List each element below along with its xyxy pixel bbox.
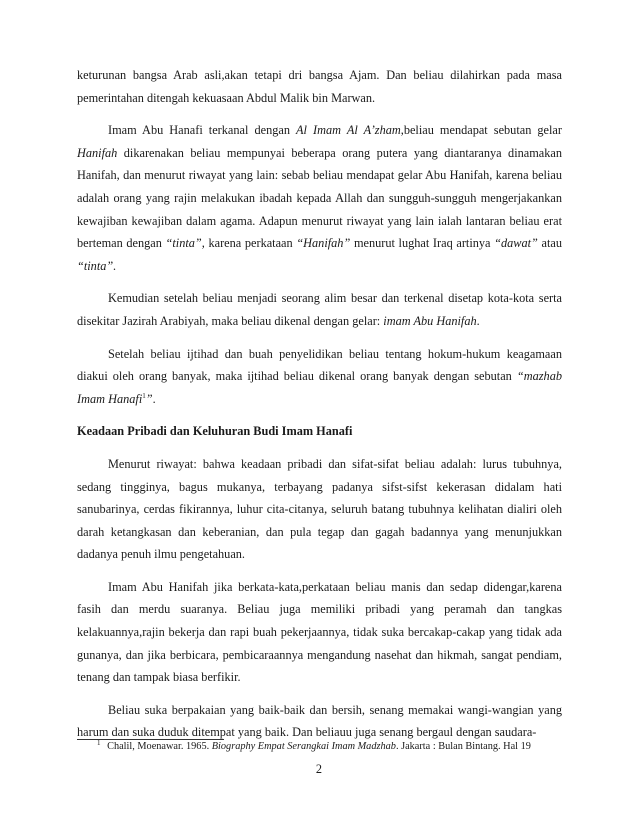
text-run: . Jakarta : Bulan Bintang. Hal 19 bbox=[395, 741, 531, 752]
italic-text: “tinta”, bbox=[165, 236, 205, 251]
text-run: karena perkataan bbox=[204, 236, 297, 251]
paragraph bbox=[77, 576, 562, 689]
text-run: . bbox=[476, 313, 480, 328]
text-run: dikarenakan beliau mempunyai beberapa orang putera yang diantaranya dinamakan Hanifah, dan menurut riwayat yang lain: sebab beliau mendapat gelar Abu Hanifah, karena beliau adalah orang yang rajin melakukan ibadah kepada Allah dan sungguh-sungguh mengerjakankan kewajiban kewajiban dalam agama. Adapun menurut riwayat yang lain ialah lantaran beliau erat berteman dengan bbox=[77, 145, 562, 251]
paragraph bbox=[77, 453, 562, 566]
footnote bbox=[97, 741, 567, 752]
footnote-ref: 1 bbox=[142, 391, 146, 400]
text-run: Keadaan Pribadi dan Keluhuran Budi Imam Hanafi bbox=[77, 424, 353, 439]
text-run: menurut lughat Iraq artinya bbox=[350, 236, 495, 251]
italic-text: ” bbox=[145, 391, 153, 406]
paragraph bbox=[77, 119, 562, 277]
italic-text: “dawat” bbox=[494, 236, 538, 251]
italic-text: imam Abu Hanifah bbox=[383, 313, 477, 328]
text-run: Beliau suka berpakaian yang baik-baik dan bersih, senang memakai wangi-wangian yang harum dan suka duduk ditempat yang baik. Dan beliauu juga senang bergaul dengan saudara- bbox=[77, 702, 562, 740]
text-run: ,beliau mendapat sebutan gelar bbox=[400, 123, 562, 138]
page-number: 2 bbox=[315, 762, 323, 776]
text-run: Setelah beliau ijtihad dan buah penyelidikan beliau tentang hokum-hukum keagamaan diakui oleh orang banyak, maka ijtihad beliau dikenal orang banyak dengan sebutan bbox=[77, 346, 562, 384]
text-run: Kemudian setelah beliau menjadi seorang alim besar dan terkenal disetap kota-kota serta disekitar Jazirah Arabiyah, maka beliau dikenal dengan gelar: bbox=[77, 291, 562, 328]
italic-text: “Hanifah” bbox=[296, 236, 351, 251]
paragraph bbox=[77, 64, 562, 109]
paragraph bbox=[77, 287, 562, 332]
paragraph bbox=[77, 699, 562, 744]
italic-text: Al Imam Al A’zham bbox=[296, 123, 401, 138]
italic-text: Biography Empat Serangkai Imam Madzhab bbox=[211, 741, 396, 752]
text-run: keturunan bangsa Arab asli,akan tetapi dri bangsa Ajam. Dan beliau dilahirkan pada masa pemerintahan ditengah kekuasaan Abdul Malik bin Marwan. bbox=[77, 68, 562, 105]
footnote-number: 1 bbox=[97, 739, 101, 747]
text-run: . bbox=[152, 391, 156, 406]
text-run: Chalil, Moenawar. 1965. bbox=[104, 741, 212, 752]
italic-text: Hanifah bbox=[77, 145, 118, 160]
text-run: atau bbox=[537, 236, 563, 251]
text-run: Imam Abu Hanafi terkanal dengan bbox=[108, 123, 297, 138]
text-run: Imam Abu Hanifah jika berkata-kata,perkataan beliau manis dan sedap didengar,karena fasih dan merdu suaranya. Beliau juga memiliki pribadi yang peramah dan tangkas kelakuannya,rajin bekerja dan rapi buah pekerjaannya, tidak suka bercakap-cakap yang tidak ada gunanya, dan jika berbicara, pembicaraannya mengandung nasehat dan hikmah, sangat pendiam, tenang dan tampak biasa berfikir. bbox=[77, 579, 562, 685]
document-body bbox=[77, 64, 562, 754]
text-run: Menurut riwayat: bahwa keadaan pribadi dan sifat-sifat beliau adalah: lurus tubuhnya, sedang tingginya, bagus mukanya, terbayang padanya sifst-sifst kekerasan didalam hati sanubarinya, cerdas fikirannya, luhur cita-citanya, seluruh batang tubuhnya kelihatan dialiri oleh darah ketangkasan dan keberanian, dan pula tegap dan gagah badannya yang menunjukkan dadanya penuh ilmu pengetahuan. bbox=[77, 456, 562, 562]
italic-text: “tinta”. bbox=[77, 258, 117, 273]
section-heading bbox=[77, 420, 562, 443]
paragraph bbox=[77, 343, 562, 411]
footnote-text bbox=[105, 741, 531, 752]
italic-text: “mazhab Imam Hanafi bbox=[77, 369, 562, 406]
